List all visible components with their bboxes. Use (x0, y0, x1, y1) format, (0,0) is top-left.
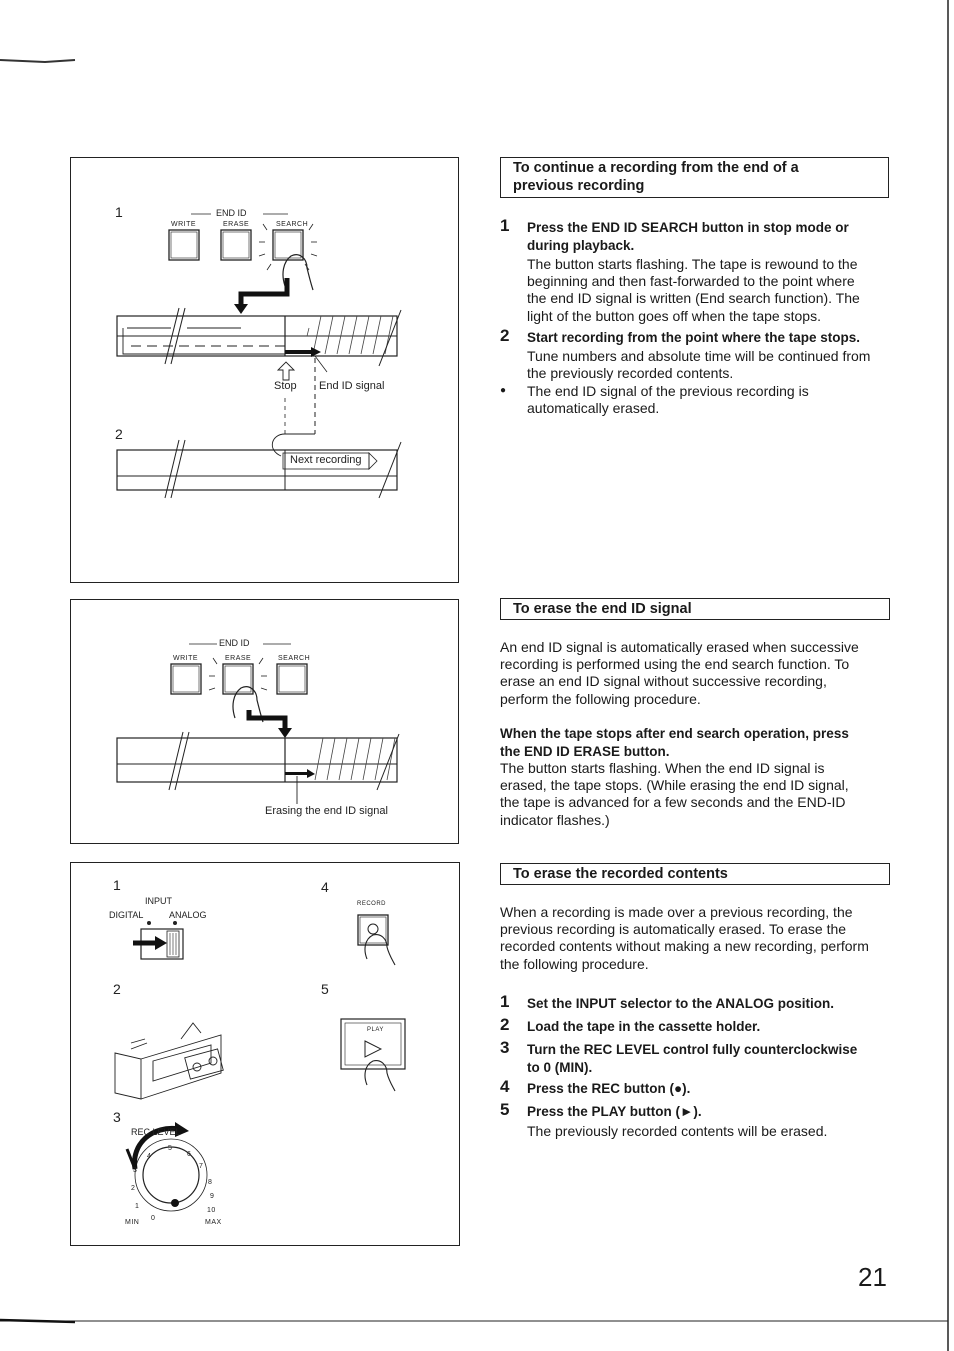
instruction-line: When the tape stops after end search operation, press (500, 726, 849, 741)
write-label: WRITE (171, 221, 197, 228)
step-title-line: Turn the REC LEVEL control fully counterclockwise (527, 1042, 858, 1057)
input-label: INPUT (145, 896, 172, 906)
step-number: 1 (500, 216, 510, 235)
step-title (527, 219, 887, 255)
body-line: the tape is advanced for a few seconds and the END-ID (500, 794, 846, 811)
erase-recorded-final: The previously recorded contents will be erased. (527, 1123, 828, 1139)
body-line: perform the following procedure. (500, 690, 701, 707)
step-title-line: during playback. (527, 238, 635, 253)
page-number: 21 (858, 1262, 887, 1292)
step-number: 3 (113, 1109, 121, 1125)
body-line: The button starts flashing. When the end ID signal is (500, 760, 825, 776)
body-line: light of the button goes off when the tape stops. (527, 307, 821, 324)
digital-label: DIGITAL (109, 910, 144, 920)
title-line: previous recording (513, 178, 645, 194)
body-line: the following procedure. (500, 955, 649, 972)
up-arrow-icon (278, 362, 294, 380)
dial-number: 3 (133, 1167, 138, 1174)
dial-number: 7 (199, 1163, 204, 1170)
record-button-icon (358, 915, 388, 945)
body-line: recording is performed using the end search function. To (500, 656, 850, 673)
next-recording-label: Next recording (290, 454, 362, 466)
max-label: MAX (205, 1219, 222, 1226)
body-line: beginning and then fast-forwarded to the point where (527, 273, 855, 290)
search-label: SEARCH (276, 221, 309, 228)
step-title: Press the PLAY button (►). (527, 1104, 702, 1119)
dial-number: 0 (151, 1215, 156, 1222)
figure-erase-end-id (70, 599, 459, 844)
body-line: recorded contents without making a new recording, perform (500, 938, 869, 955)
step-number: 1 (113, 877, 121, 893)
erase-recorded-diagram (71, 863, 461, 1247)
step-number: 2 (500, 1015, 510, 1034)
write-label: WRITE (173, 655, 199, 662)
end-search-diagram (71, 158, 460, 584)
title-line: To continue a recording from the end of a (513, 160, 799, 176)
step-number: 4 (321, 879, 329, 895)
step-1-body (527, 256, 860, 325)
body-line: The end ID signal of the previous recording is (527, 383, 809, 399)
dial-number: 6 (187, 1151, 192, 1158)
title-line: To erase the recorded contents (513, 866, 728, 882)
write-button-icon (169, 230, 199, 260)
step-number: 4 (500, 1077, 510, 1096)
erase-label: ERASE (223, 221, 250, 228)
body-line: When a recording is made over a previous recording, the (500, 904, 853, 920)
dial-number: 2 (131, 1185, 136, 1192)
step-number: 5 (500, 1100, 510, 1119)
search-button-icon (277, 664, 307, 694)
erase-recorded-intro (500, 904, 869, 973)
end-id-label: END ID (219, 638, 250, 648)
erase-end-id-body (500, 760, 849, 829)
dial-number: 9 (210, 1193, 215, 1200)
erase-end-id-intro (500, 639, 859, 708)
step-title: Start recording from the point where the tape stops. (527, 330, 861, 345)
step-number: 5 (321, 981, 329, 997)
figure-end-search (70, 157, 459, 583)
erase-button-icon (221, 230, 251, 260)
erasing-label: Erasing the end ID signal (265, 805, 388, 817)
step-title: Set the INPUT selector to the ANALOG position. (527, 996, 835, 1011)
body-line: the end ID signal is written (End search function). The (527, 290, 860, 307)
step-number: 2 (113, 981, 121, 997)
record-label: RECORD (357, 901, 387, 907)
title-line: To erase the end ID signal (513, 601, 692, 617)
rec-level-label: REC LEVEL (131, 1127, 181, 1137)
min-label: MIN (125, 1219, 140, 1226)
cassette-deck-icon (115, 1023, 223, 1099)
analog-label: ANALOG (169, 910, 207, 920)
step-title: Load the tape in the cassette holder. (527, 1019, 761, 1034)
body-line: automatically erased. (527, 400, 660, 417)
end-id-label: END ID (216, 208, 247, 218)
write-button-icon (171, 664, 201, 694)
step-title: Press the REC button (●). (527, 1081, 691, 1096)
section-title-erase-end-id (500, 598, 890, 620)
step-2-body (527, 348, 870, 382)
body-line: erased, the tape stops. (While erasing the end ID signal, (500, 777, 849, 794)
body-line: the previously recorded contents. (527, 365, 734, 382)
erase-end-id-instruction (500, 725, 849, 760)
step-number: 2 (500, 326, 510, 345)
body-line: The button starts flashing. The tape is rewound to the (527, 256, 858, 272)
body-line: indicator flashes.) (500, 811, 610, 828)
bullet-icon: ● (500, 385, 507, 396)
section-title-continue (500, 157, 889, 198)
dial-number: 4 (147, 1153, 152, 1160)
play-label: PLAY (367, 1027, 384, 1033)
figure-erase-recorded (70, 862, 460, 1246)
step-number: 2 (115, 426, 123, 442)
body-line: erase an end ID signal without successive recording, (500, 673, 827, 690)
bullet-text (527, 383, 809, 417)
body-line: An end ID signal is automatically erased when successive (500, 639, 859, 655)
dial-number: 8 (208, 1179, 213, 1186)
step-title-line: to 0 (MIN). (527, 1060, 593, 1075)
dial-number: 5 (168, 1145, 173, 1152)
erase-label: ERASE (225, 655, 252, 662)
step-title-line: Press the END ID SEARCH button in stop mode or (527, 220, 849, 235)
search-label: SEARCH (278, 655, 311, 662)
stop-label: Stop (274, 380, 297, 392)
instruction-line: the END ID ERASE button. (500, 743, 670, 759)
section-title-erase-recorded (500, 863, 890, 885)
step-number: 1 (115, 204, 123, 220)
step-title (527, 1041, 887, 1077)
body-line: Tune numbers and absolute time will be continued from (527, 348, 871, 364)
dial-number: 1 (135, 1203, 140, 1210)
step-number: 1 (500, 992, 510, 1011)
step-number: 3 (500, 1038, 510, 1057)
dial-number: 10 (207, 1207, 216, 1214)
end-id-signal-label: End ID signal (319, 380, 385, 392)
erase-button-icon (223, 664, 253, 694)
body-line: previous recording is automatically erased. To erase the (500, 921, 847, 938)
